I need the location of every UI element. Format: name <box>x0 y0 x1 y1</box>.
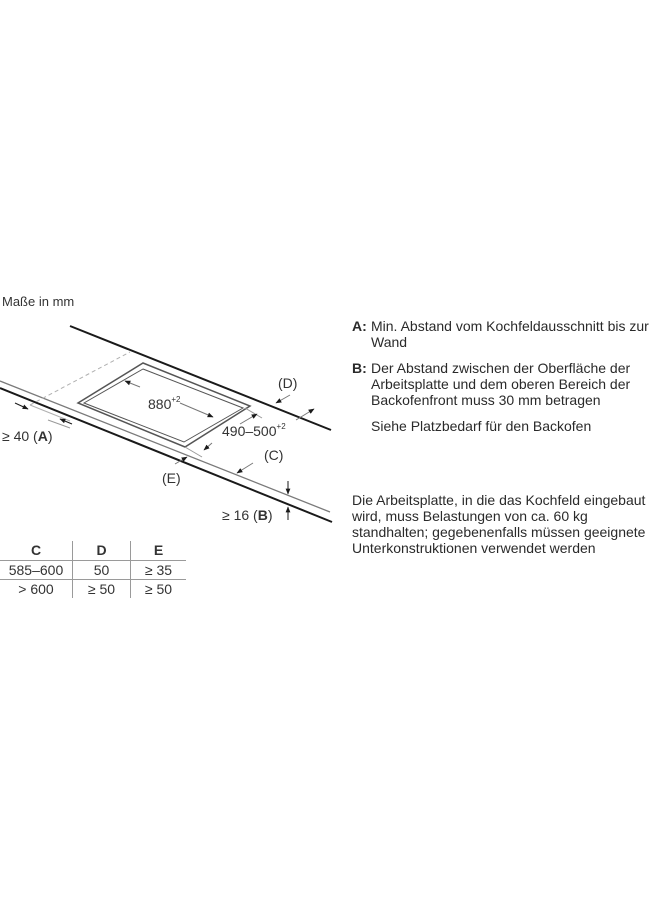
note-b <box>352 360 652 408</box>
table-cell: ≥ 50 <box>144 581 173 597</box>
label-b-prefix: ≥ 16 ( <box>222 507 258 523</box>
label-a-prefix: ≥ 40 ( <box>2 428 38 444</box>
table-cell: ≥ 35 <box>131 561 187 580</box>
label-e: (E) <box>162 470 181 486</box>
cutout-depth-tolerance: +2 <box>276 422 286 431</box>
table-row <box>0 561 186 580</box>
units-title: Maße in mm <box>2 294 75 309</box>
note-a <box>352 318 652 350</box>
cutout-depth-label <box>222 423 286 439</box>
label-b-suffix: ) <box>267 507 273 523</box>
note-a-key: A: <box>352 318 367 334</box>
cutout-width-value: 880 <box>148 396 172 412</box>
label-a <box>2 428 53 444</box>
table-cell: > 600 <box>0 580 73 599</box>
worktop-load-note: Die Arbeitsplatte, in die das Kochfeld eingebaut wird, muss Belastungen von ca. 60 kg standhalten; gegebenenfalls müssen geeignete Unterkonstruktionen verwendet werden <box>352 492 646 556</box>
table-header: D <box>73 541 131 561</box>
table-cell: 585–600 <box>0 561 73 580</box>
table-header: C <box>0 541 73 561</box>
clearance-table <box>0 541 186 598</box>
table-cell: ≥ 50 <box>73 580 131 599</box>
label-b <box>222 507 273 523</box>
table-header-row <box>0 541 186 561</box>
cutout-depth-value: 490–500 <box>222 423 277 439</box>
label-c: (C) <box>264 447 284 463</box>
note-b-key: B: <box>352 360 367 376</box>
label-d: (D) <box>278 375 298 391</box>
dashed-guide <box>30 352 130 405</box>
table-cell: 50 <box>73 561 131 580</box>
table-header: E <box>131 541 187 561</box>
notes-list <box>352 318 652 460</box>
table-row <box>0 580 186 599</box>
cutout-width-tolerance: +2 <box>171 395 181 404</box>
cutout-width-label <box>148 396 180 412</box>
label-a-suffix: ) <box>47 428 53 444</box>
label-a-key: A <box>37 428 48 444</box>
label-b-key: B <box>257 507 268 523</box>
note-b-extra: Siehe Platzbedarf für den Backofen <box>371 418 592 434</box>
note-b-text: Der Abstand zwischen der Oberfläche der Arbeitsplatte und dem oberen Bereich der Backofenfront muss 30 mm betragen <box>371 360 631 408</box>
note-a-text: Min. Abstand vom Kochfeldausschnitt bis zur Wand <box>371 318 649 350</box>
